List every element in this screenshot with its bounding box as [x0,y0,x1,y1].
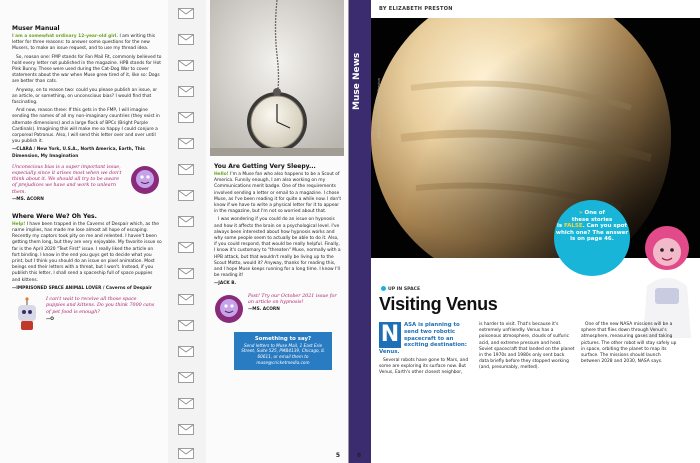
sleepy-signature: —JACK B. [214,281,237,287]
envelope-icon [178,398,194,409]
o-reply-signature: —O [46,316,54,322]
where-were-we-help: Help! [12,221,26,227]
o-reply-block [12,297,162,339]
pocket-watch-photo [210,0,344,156]
envelope-icon [178,216,194,227]
muser-manual-signature: —CLARA / New York, U.S.A., North America, Earth, This Dimension, My Imagination [12,147,145,159]
envelope-icon [178,112,194,123]
acorn-reply-block [12,165,162,209]
envelope-icon [178,60,194,71]
sleepy-title: You Are Getting Very Sleepy... [214,163,316,170]
something-to-say-body: Send letters to Muse Mail, 1 East Erie Street, Suite 525, PMB4139, Chicago, IL 60611, or email them to muse@cricketmedia.com [241,342,325,366]
byline: BY ELIZABETH PRESTON [379,6,453,12]
o-reply-text: I can't wait to receive all those space puppies and kittens. Do you think 7000 cans of pet food is enough? [46,297,155,315]
sleepy-reply-text: Psst! Try our October 2021 issue for an article on hypnosis! [248,293,337,305]
sleepy-hello: Hello! [214,172,229,177]
callout-line2: these stories [571,216,613,223]
callout-line3: is [556,223,563,230]
section-label: Muse News [352,52,362,110]
something-to-say-title: Something to say? [254,335,312,342]
sleepy-p1: I'm a Muse fan who also happens to be a Scout of America. Funnily enough, I am also working on my Communications merit badge. One of the requirements involved sending a letter or email to a magazine. I chose Muse, as I've been reading it for quite a while now. I don't know if we have to write a physical letter for it to appear in the magazine, but I'm not so worried about that. [214,172,342,215]
where-were-we-paragraph [12,222,162,284]
envelope-icon [178,320,194,331]
page-number-right: 6 [357,452,362,459]
something-to-say-box [234,332,332,370]
envelope-icon [178,138,194,149]
left-page [0,0,348,463]
muser-manual-p2: So, reason one: FMP stands for Fan Mail Fit, commonly believed to hold every letter not published in the magazine. HPB stands for Hot Pink Bunny. These were used during the Cat-Dog War to cover statements about the war when Muse grew tired of it, like so: Dogs are better than cats. [12,54,162,85]
kicker [381,286,420,292]
envelope-icon [178,424,194,435]
ms-acorn-character-icon [214,294,244,326]
article-column-2 [479,322,575,374]
sleepy-reply-block [214,294,342,328]
sleepy-paragraph-1 [214,172,342,215]
callout-arrows: » [579,210,583,216]
muser-manual-title: Muser Manual [12,25,60,32]
muser-manual-intro: I am a somewhat ordinary 12-year-old girl. [12,34,119,39]
headline: Visiting Venus [379,294,498,314]
muser-manual-p4: And now, reason three: If this gets in the FMP, I will imagine sending the names of all my non-imaginary countries (they exist in alternate dimensions) and a large flock of BPCs (Bright Purple Cardinals). Imagining this will make me so happy I could conjure a corporeal Patronus. Also, I will send this letter over and over until you publish it. [12,108,160,145]
callout-line4: . Can you spot which one? The answer is on page 46. [555,223,629,243]
acorn-reply-signature: —MS. ACORN [12,196,44,202]
envelope-icon [178,294,194,305]
false-story-callout [554,200,630,276]
where-were-we-title: Where Were We? Oh Yes. [12,212,97,220]
article-col3: One of the new NASA missions will be a sphere that flies down through Venus's atmosphere, measuring gases and taking pictures. The other robot will stay safely up in space, orbiting the planet to map its surface. The missions should launch between 2028 and 2030, NASA says. [581,322,677,365]
column-left [12,25,162,339]
envelope-icon [178,34,194,45]
kicker-text: UP IN SPACE [388,287,421,292]
muser-manual-intro-paragraph [12,34,162,53]
envelope-icon [178,8,194,19]
article-col2: is harder to visit. That's because it's extremely unfriendly. Venus has a poisonous atmosphere, clouds of sulfuric acid, and extreme pressure and heat. Soviet spacecraft that landed on the planet in the 1970s and 1980s only sent back data briefly before they stopped working (and, presumably, melted). [479,322,575,371]
section-sidebar [349,0,371,463]
envelope-icon [178,448,194,459]
envelope-icon [178,86,194,97]
envelope-icon [178,268,194,279]
envelope-icon [178,372,194,383]
muser-manual-p3: Anyway, on to reason two: could you please publish an issue, or an article, or something, on unconscious bias? I would find that fascinating. [12,87,158,106]
envelope-icon [178,242,194,253]
callout-line1: One of [584,210,605,216]
sleepy-p2: I was wondering if you could do an issue on hypnosis and how it affects the brain on a psychological level. I've always been interested about how hypnosis works and why some people seem to actually be able to do it. Also, if you could respond, that would be really helpful. Finally, I know it's customary to "threaten" Muse, normally with a HPB attack, but that wouldn't really be living up to the Scout Motto, would it? Anyway, thanks for reading this, and I hope Muse keeps running for a long time. I know I'll be reading it! [214,217,341,279]
column-right [214,163,342,370]
space-girl-character-icon [633,218,699,338]
kicker-bullet-icon [381,286,386,291]
envelope-icon [178,190,194,201]
sleepy-reply-signature: —MS. ACORN [248,307,280,313]
envelope-icon [178,346,194,357]
envelope-icon [178,164,194,175]
article-col1-rest: Several robots have gone to Mars, and some are exploring its surface now. But Venus, Earth's other closest neighbor, [379,357,469,376]
article-column-1 [379,322,473,379]
photo-credit: ESA © 2021 by Elizabeth Preston [377,78,381,138]
callout-false-word: FALSE [564,223,583,230]
ms-acorn-character-icon [130,165,160,197]
article-lede: ASA is planning to send two robotic spacecraft to an exciting destination: Venus. [379,322,467,356]
page-number-left: 5 [335,452,340,459]
muser-manual-intro-rest: I am writing this letter for three reasons: to answer some questions for the new Musers, to make an issue request, and to use my thread idea. [12,34,156,52]
callout-text [554,200,630,243]
article-column-3 [581,322,681,367]
o-robot-character-icon [12,297,42,333]
where-were-we-body: I have been trapped in the Caverns of Despair which, as the name implies, has made me lose almost all hope of escaping. Recently my captors took pity on me and relented. I haven't been getting them long, but they are very enjoyable. My favorite issue so far is the April 2020 "Text First" issue. I really liked the article on fort binding. I know in the end you guys get to decide what you print, but I think you should do an issue on pixel animation. Most beings end their letters with a threat, but I won't. Instead, if you publish this letter, I shall send a spaceship full of space puppies and kittens. [12,221,162,283]
right-page [349,0,700,463]
where-were-we-signature: —IMPRISONED SPACE ANIMAL LOVER / Caverns of Despair [12,285,152,291]
envelope-border-strip [168,0,206,463]
drop-cap: N [380,322,400,347]
acorn-reply-text: Unconscious bias is a super important issue, especially since it arises most when we don't think about it. We should all try to be aware of prejudices we have and work to unlearn them. [12,164,122,195]
